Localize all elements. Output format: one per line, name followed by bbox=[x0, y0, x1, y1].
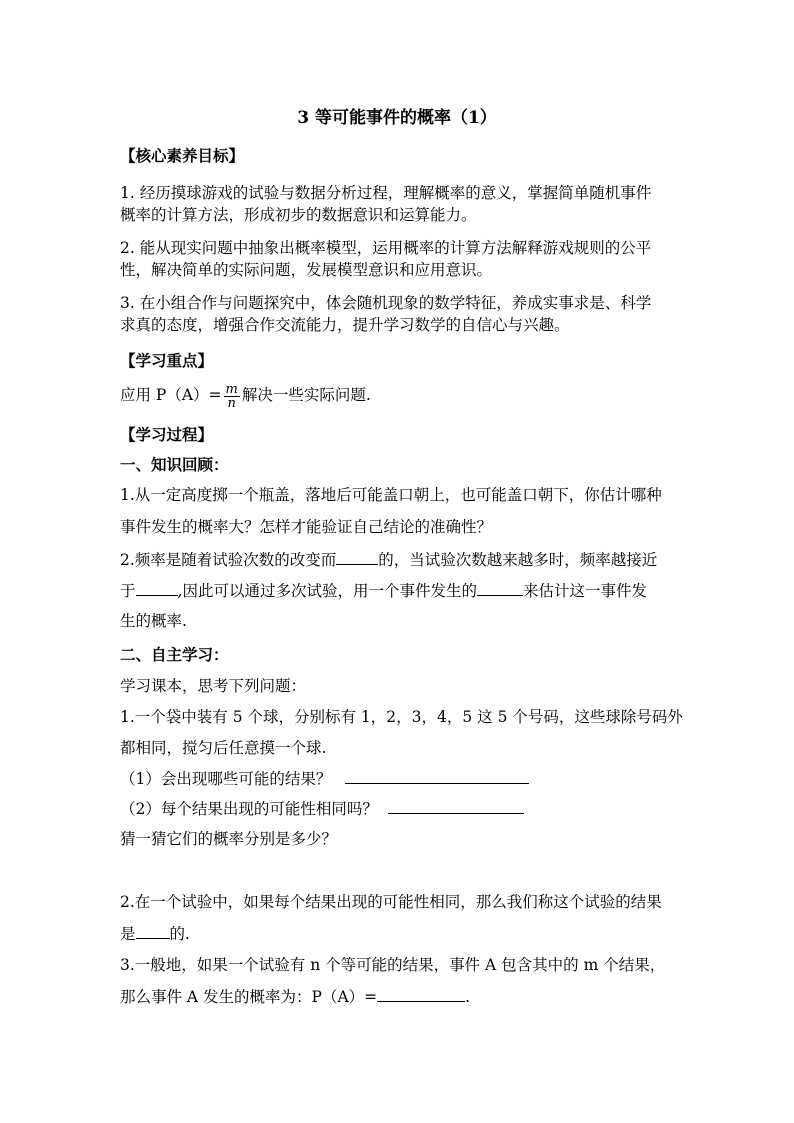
review-q2-line-2 bbox=[120, 580, 647, 601]
self-study-q1-line-1: 1.一个袋中装有 5 个球，分别标有 1，2，3，4，5 这 5 个号码，这些球除号码外 bbox=[120, 708, 683, 726]
sub1-text: （1）会出现哪些可能的结果？ bbox=[120, 770, 332, 788]
fraction-m-over-n bbox=[224, 383, 240, 410]
section-key-points: 【学习重点】 bbox=[120, 351, 214, 370]
self-study-q1-guess: 猜一猜它们的概率分别是多少？ bbox=[120, 830, 338, 848]
review-q2-text-a: 2.频率是随着试验次数的改变而 bbox=[120, 551, 337, 569]
goal-3-line-1: 3. 在小组合作与问题探究中，体会随机现象的数学特征，养成实事求是、科学 bbox=[120, 294, 652, 312]
self-study-q3-line-1: 3.一般地，如果一个试验有 n 个等可能的结果，事件 A 包含其中的 m 个结果， bbox=[120, 956, 666, 974]
self-study-q1-sub1 bbox=[120, 768, 529, 789]
section-core-goals: 【核心素养目标】 bbox=[120, 146, 245, 165]
self-study-heading: 二、自主学习： bbox=[120, 645, 229, 664]
review-q1-line-1: 1.从一定高度掷一个瓶盖，落地后可能盖口朝上，也可能盖口朝下，你估计哪种 bbox=[120, 486, 662, 504]
self-study-q1-line-2: 都相同，搅匀后任意摸一个球. bbox=[120, 739, 327, 757]
page-title: 3 等可能事件的概率（1） bbox=[297, 108, 497, 128]
review-q1-line-2: 事件发生的概率大？怎样才能验证自己结论的准确性？ bbox=[120, 518, 493, 536]
review-q2-line-1 bbox=[120, 549, 657, 570]
sub2-text: （2）每个结果出现的可能性相同吗？ bbox=[120, 800, 378, 818]
answer-blank[interactable] bbox=[477, 580, 523, 596]
answer-blank[interactable] bbox=[136, 580, 178, 596]
answer-blank[interactable] bbox=[336, 549, 378, 565]
self-study-q2-line-1: 2.在一个试验中，如果每个结果出现的可能性相同，那么我们称这个试验的结果 bbox=[120, 893, 662, 911]
goal-2-line-1: 2. 能从现实问题中抽象出概率模型，运用概率的计算方法解释游戏规则的公平 bbox=[120, 239, 652, 257]
review-q2-text-b: 的，当试验次数越来越多时，频率越接近 bbox=[378, 551, 658, 569]
key-point-suffix: 解决一些实际问题. bbox=[241, 386, 371, 404]
answer-blank[interactable] bbox=[345, 768, 529, 784]
review-q2-text-d: ,因此可以通过多次试验，用一个事件发生的 bbox=[177, 582, 477, 600]
goal-1-line-1: 1. 经历摸球游戏的试验与数据分析过程，理解概率的意义，掌握简单随机事件 bbox=[120, 184, 652, 202]
key-point-line bbox=[120, 380, 371, 410]
review-q2-line-3: 生的概率. bbox=[120, 612, 187, 630]
fraction-denominator: n bbox=[227, 395, 236, 411]
review-q2-text-e: 来估计这一事件发 bbox=[522, 582, 647, 600]
review-heading: 一、知识回顾： bbox=[120, 455, 229, 474]
goal-1-line-2: 概率的计算方法，形成初步的数据意识和运算能力。 bbox=[120, 206, 477, 224]
q3-text-a: 那么事件 A 发生的概率为：P（A）= bbox=[120, 988, 378, 1006]
review-q2-text-c: 于 bbox=[120, 582, 136, 600]
fraction-numerator: m bbox=[225, 381, 238, 397]
q2-text-b: 的. bbox=[169, 925, 190, 943]
self-study-q2-line-2 bbox=[120, 923, 190, 944]
q2-text-a: 是 bbox=[120, 925, 136, 943]
answer-blank[interactable] bbox=[136, 923, 170, 939]
section-learning-process: 【学习过程】 bbox=[120, 425, 214, 444]
q3-text-b: . bbox=[465, 988, 471, 1006]
self-study-intro: 学习课本，思考下列问题： bbox=[120, 677, 307, 695]
goal-2-line-2: 性，解决简单的实际问题，发展模型意识和应用意识。 bbox=[120, 261, 493, 279]
goal-3-line-2: 求真的态度，增强合作交流能力，提升学习数学的自信心与兴趣。 bbox=[120, 316, 570, 334]
key-point-prefix: 应用 P（A）= bbox=[120, 386, 222, 404]
answer-blank[interactable] bbox=[377, 986, 465, 1002]
self-study-q3-line-2 bbox=[120, 986, 470, 1007]
answer-blank[interactable] bbox=[388, 798, 524, 814]
self-study-q1-sub2 bbox=[120, 798, 524, 819]
